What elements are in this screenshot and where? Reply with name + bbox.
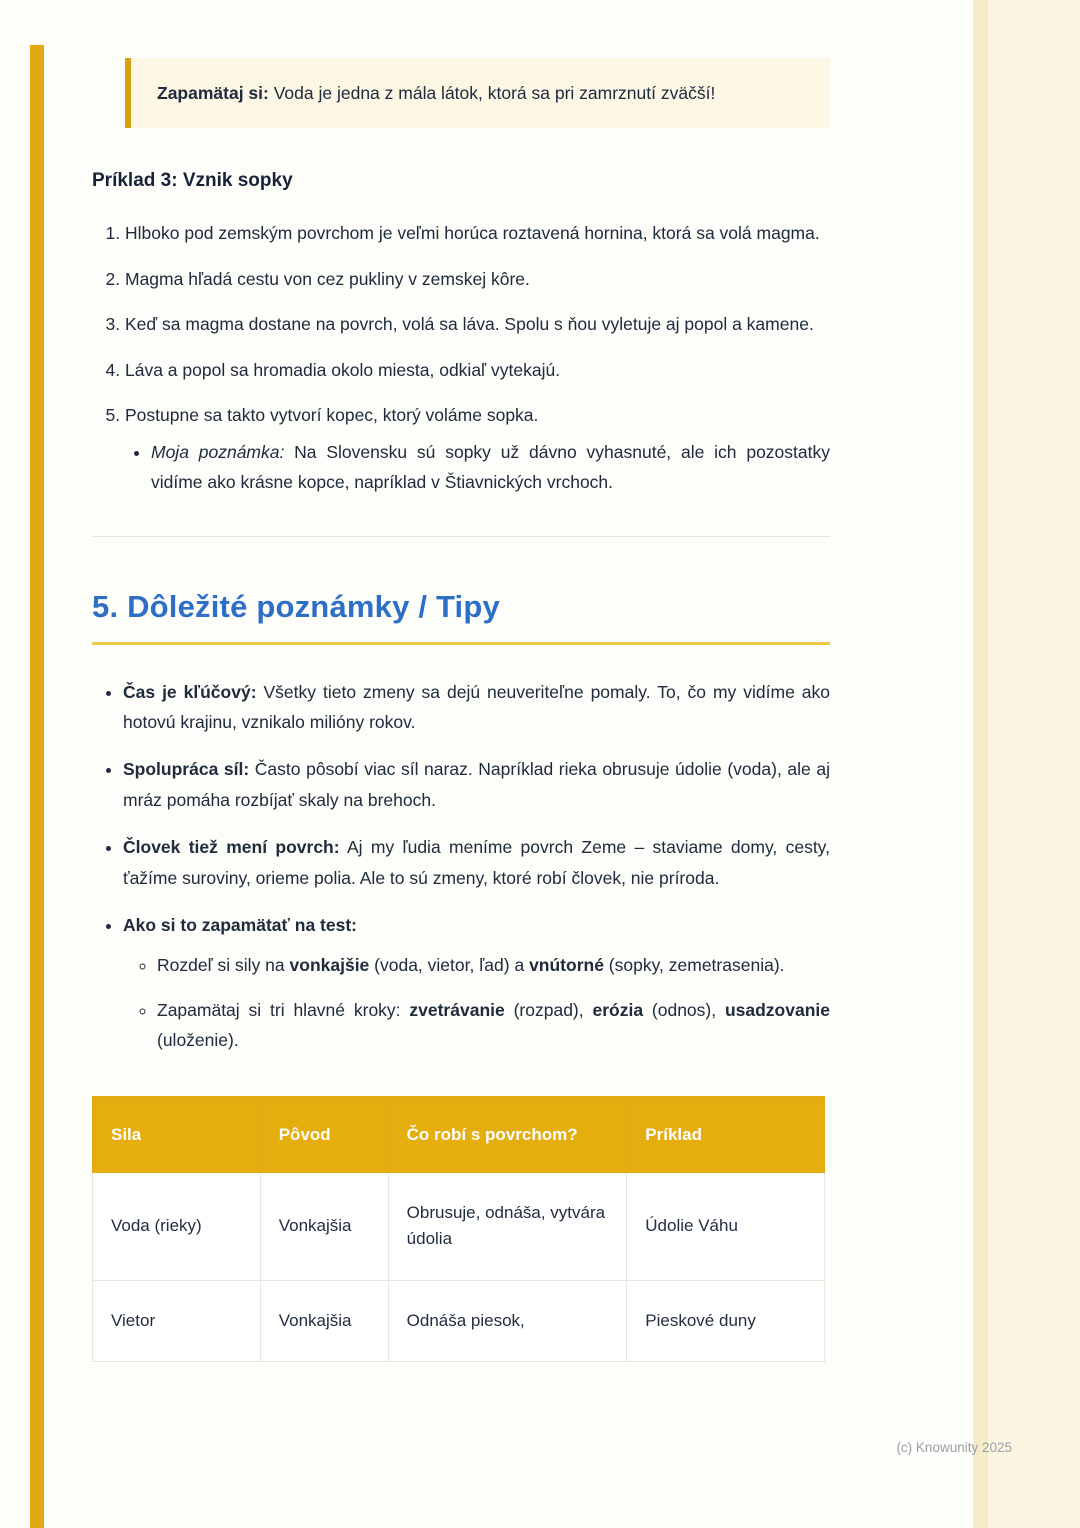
example-heading: Príklad 3: Vznik sopky xyxy=(92,170,293,192)
table-header-cell: Čo robí s povrchom? xyxy=(388,1096,627,1172)
step-item: 1. Hlboko pod zemským povrchom je veľmi horúca roztavená hornina, ktorá sa volá magma. xyxy=(125,218,830,248)
subtip-item xyxy=(157,995,830,1056)
note-list xyxy=(125,437,830,498)
tip-label: Ako si to zapamätať na test: xyxy=(123,915,357,936)
tip-text: Všetky tieto zmeny sa dejú neuveriteľne pomaly. To, čo my vidíme ako hotovú krajinu, vznikalo milióny rokov. xyxy=(123,681,830,732)
tip-item xyxy=(123,677,830,738)
tip-item xyxy=(123,910,830,1056)
table-header-row xyxy=(93,1096,825,1172)
table-cell: Vonkajšia xyxy=(260,1173,388,1281)
callout-label: Zapamätaj si: xyxy=(157,83,269,103)
tip-item xyxy=(123,832,830,893)
note-text: Na Slovensku sú sopky už dávno vyhasnuté, ale ich pozostatky vidíme ako krásne kopce, napríklad v Štiavnických vrchoch. xyxy=(151,441,830,493)
subtip-bold: vnútorné xyxy=(529,954,604,975)
subtip-text: (sopky, zemetrasenia). xyxy=(603,954,785,975)
document-content xyxy=(92,0,830,1362)
left-accent-bar xyxy=(30,45,44,1528)
table-cell: Údolie Váhu xyxy=(627,1173,825,1281)
table-header-cell: Príklad xyxy=(627,1096,825,1172)
subtip-text: Rozdeľ si sily na xyxy=(157,954,290,975)
subtip-text: (voda, vietor, ľad) a xyxy=(369,954,530,975)
subtip-bold: vonkajšie xyxy=(289,954,370,975)
subtip-bold: erózia xyxy=(592,1000,644,1020)
table-row xyxy=(93,1173,825,1281)
section-divider xyxy=(92,536,830,537)
subtip-bold: usadzovanie xyxy=(724,1000,830,1020)
tip-text: Často pôsobí viac síl naraz. Napríklad rieka obrusuje údolie (voda), ale aj mráz pomáha rozbíjať skaly na brehoch. xyxy=(123,759,830,810)
note-item xyxy=(151,437,830,498)
tip-label: Čas je kľúčový: xyxy=(123,681,257,702)
step-text: Postupne sa takto vytvorí kopec, ktorý voláme sopka. xyxy=(125,405,539,426)
subtip-text: (odnos), xyxy=(643,1000,725,1020)
callout-text: Voda je jedna z mála látok, ktorá sa pri zamrznutí zväčší! xyxy=(268,83,716,103)
tip-item xyxy=(123,754,830,815)
table-cell: Vonkajšia xyxy=(260,1280,388,1361)
section-underline xyxy=(92,642,830,645)
remember-callout xyxy=(125,58,830,128)
table-cell: Odnáša piesok, xyxy=(388,1280,627,1361)
table-row xyxy=(93,1280,825,1361)
right-margin-strip xyxy=(973,0,988,1528)
step-item: 2. Magma hľadá cestu von cez pukliny v zemskej kôre. xyxy=(125,264,830,294)
tip-label: Človek tiež mení povrch: xyxy=(123,837,340,858)
subtip-item xyxy=(157,950,830,980)
table-cell: Voda (rieky) xyxy=(93,1173,261,1281)
table-cell: Vietor xyxy=(93,1280,261,1361)
step-item xyxy=(125,400,830,497)
tip-text: Aj my ľudia meníme povrch Zeme – staviame domy, cesty, ťažíme suroviny, orieme polia. Ale to sú zmeny, ktoré robí človek, nie príroda. xyxy=(123,837,830,888)
subtip-text: (rozpad), xyxy=(504,1000,593,1020)
forces-table xyxy=(92,1096,825,1362)
step-item: 4. Láva a popol sa hromadia okolo miesta, odkiaľ vytekajú. xyxy=(125,355,830,385)
note-label: Moja poznámka: xyxy=(151,441,285,462)
volcano-steps-list xyxy=(92,218,830,497)
subtip-bold: zvetrávanie xyxy=(409,1000,505,1020)
subtip-text: (uloženie). xyxy=(157,1030,239,1051)
table-header-cell: Sila xyxy=(93,1096,261,1172)
table-header-cell: Pôvod xyxy=(260,1096,388,1172)
section-heading: 5. Dôležité poznámky / Tipy xyxy=(92,588,500,624)
subtips-list xyxy=(123,950,830,1056)
right-margin-panel xyxy=(988,0,1080,1528)
tips-list xyxy=(92,677,830,1056)
subtip-text: Zapamätaj si tri hlavné kroky: xyxy=(157,1000,410,1020)
watermark: (c) Knowunity 2025 xyxy=(896,1440,1012,1455)
table-cell: Pieskové duny xyxy=(627,1280,825,1361)
step-item: 3. Keď sa magma dostane na povrch, volá sa láva. Spolu s ňou vyletuje aj popol a kamene. xyxy=(125,309,830,339)
table-cell: Obrusuje, odnáša, vytvára údolia xyxy=(388,1173,627,1281)
tip-label: Spolupráca síl: xyxy=(123,759,250,780)
